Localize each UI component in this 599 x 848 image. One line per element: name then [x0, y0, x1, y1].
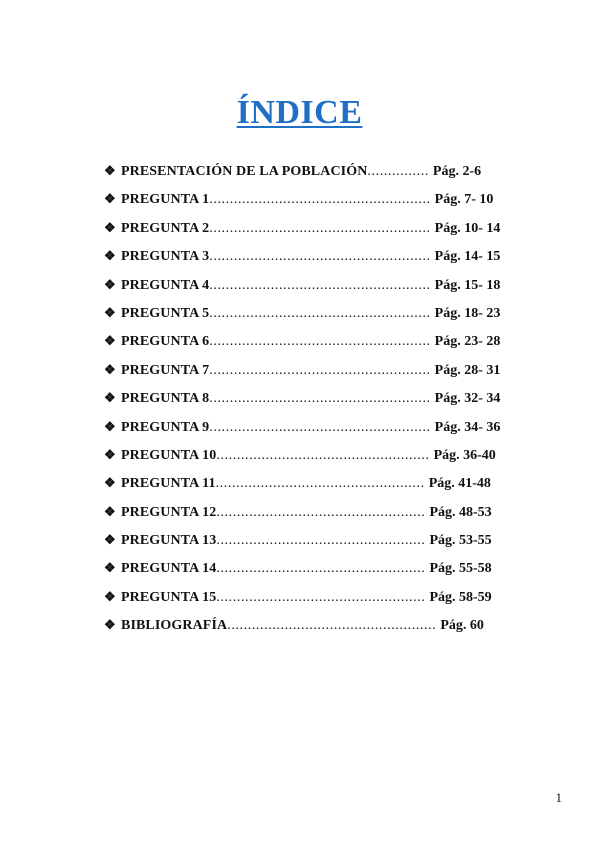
toc-entry: [104, 501, 524, 529]
toc-leader-dots: ......................................................: [209, 391, 431, 407]
toc-leader-dots: ....................................................: [216, 447, 430, 463]
toc-leader-dots: ...................................................: [216, 561, 426, 577]
toc-entry-page: Pág. 2-6: [432, 164, 482, 179]
toc-leader-dots: ...................................................: [216, 589, 426, 605]
toc-leader-dots: ...................................................: [215, 476, 425, 492]
table-of-contents: [104, 160, 524, 643]
toc-entry-label: PREGUNTA 14: [121, 561, 217, 577]
toc-entry-page: Pág. 48-53: [429, 504, 492, 520]
toc-entry-page: Pág. 60: [440, 618, 484, 634]
toc-entry-label: PREGUNTA 15: [121, 589, 217, 605]
toc-entry-label: PREGUNTA 5: [121, 305, 210, 321]
diamond-bullet-icon: ❖: [104, 390, 116, 406]
diamond-bullet-icon: ❖: [104, 588, 116, 604]
toc-entry-page: Pág. 58-59: [429, 589, 492, 605]
diamond-bullet-icon: ❖: [104, 276, 116, 292]
toc-entry-label: PREGUNTA 10: [121, 447, 217, 463]
diamond-bullet-icon: ❖: [104, 532, 116, 548]
toc-entry: [104, 529, 524, 557]
toc-leader-dots: ......................................................: [209, 192, 431, 208]
diamond-bullet-icon: ❖: [104, 560, 116, 576]
toc-entry: [104, 416, 524, 444]
toc-leader-dots: ......................................................: [209, 249, 431, 265]
toc-entry-label: PREGUNTA 3: [121, 249, 210, 265]
toc-entry-page: Pág. 14- 15: [434, 249, 501, 265]
toc-entry: [104, 614, 524, 642]
diamond-bullet-icon: ❖: [104, 475, 116, 491]
toc-entry-page: Pág. 28- 31: [434, 362, 501, 378]
diamond-bullet-icon: ❖: [104, 361, 116, 377]
toc-entry-page: Pág. 41-48: [428, 476, 491, 492]
diamond-bullet-icon: ❖: [104, 248, 116, 264]
toc-entry-label: PREGUNTA 9: [121, 419, 210, 435]
toc-entry: [104, 586, 524, 614]
toc-entry: [104, 188, 524, 216]
toc-entry-label: PREGUNTA 11: [121, 476, 216, 492]
toc-leader-dots: ......................................................: [209, 305, 431, 321]
toc-entry-page: Pág. 23- 28: [434, 334, 501, 350]
toc-entry: [104, 160, 524, 188]
toc-entry-label: PREGUNTA 8: [121, 391, 210, 407]
toc-entry-page: Pág. 36-40: [433, 447, 496, 463]
toc-leader-dots: ......................................................: [209, 334, 431, 350]
toc-entry: [104, 444, 524, 472]
toc-entry-label: PRESENTACIÓN DE LA POBLACIÓN: [121, 164, 368, 179]
diamond-bullet-icon: ❖: [104, 163, 116, 178]
toc-entry: [104, 472, 524, 500]
toc-entry: [104, 274, 524, 302]
toc-entry-label: PREGUNTA 4: [121, 277, 210, 293]
toc-entry-label: PREGUNTA 13: [121, 533, 217, 549]
toc-entry-page: Pág. 18- 23: [434, 305, 501, 321]
diamond-bullet-icon: ❖: [104, 503, 116, 519]
toc-entry-page: Pág. 53-55: [429, 533, 492, 549]
toc-entry: [104, 330, 524, 358]
diamond-bullet-icon: ❖: [104, 219, 116, 235]
toc-entry-label: PREGUNTA 7: [121, 362, 210, 378]
toc-entry-label: PREGUNTA 1: [121, 192, 210, 208]
toc-leader-dots: ...............: [367, 164, 429, 179]
toc-entry-page: Pág. 55-58: [429, 561, 492, 577]
toc-leader-dots: ......................................................: [209, 220, 431, 236]
toc-entry-page: Pág. 7- 10: [434, 192, 494, 208]
toc-entry: [104, 359, 524, 387]
page-title: ÍNDICE: [236, 94, 363, 131]
diamond-bullet-icon: ❖: [104, 617, 116, 633]
toc-leader-dots: ......................................................: [209, 362, 431, 378]
diamond-bullet-icon: ❖: [104, 446, 116, 462]
diamond-bullet-icon: ❖: [104, 191, 116, 207]
toc-leader-dots: ...................................................: [216, 533, 426, 549]
toc-leader-dots: ...................................................: [216, 504, 426, 520]
toc-entry-page: Pág. 34- 36: [434, 419, 501, 435]
toc-entry-label: PREGUNTA 12: [121, 504, 217, 520]
toc-entry-label: BIBLIOGRAFÍA: [121, 618, 228, 634]
page-number: 1: [555, 790, 562, 805]
toc-leader-dots: ......................................................: [209, 419, 431, 435]
toc-entry: [104, 302, 524, 330]
toc-entry: [104, 245, 524, 273]
diamond-bullet-icon: ❖: [104, 418, 116, 434]
toc-entry: [104, 387, 524, 415]
toc-entry-page: Pág. 15- 18: [434, 277, 501, 293]
toc-entry-page: Pág. 32- 34: [434, 391, 501, 407]
toc-leader-dots: ...................................................: [227, 618, 437, 634]
diamond-bullet-icon: ❖: [104, 333, 116, 349]
toc-leader-dots: ......................................................: [209, 277, 431, 293]
toc-entry: [104, 217, 524, 245]
toc-entry-label: PREGUNTA 6: [121, 334, 210, 350]
diamond-bullet-icon: ❖: [104, 304, 116, 320]
toc-entry-label: PREGUNTA 2: [121, 220, 210, 236]
toc-entry-page: Pág. 10- 14: [434, 220, 501, 236]
toc-entry: [104, 557, 524, 585]
